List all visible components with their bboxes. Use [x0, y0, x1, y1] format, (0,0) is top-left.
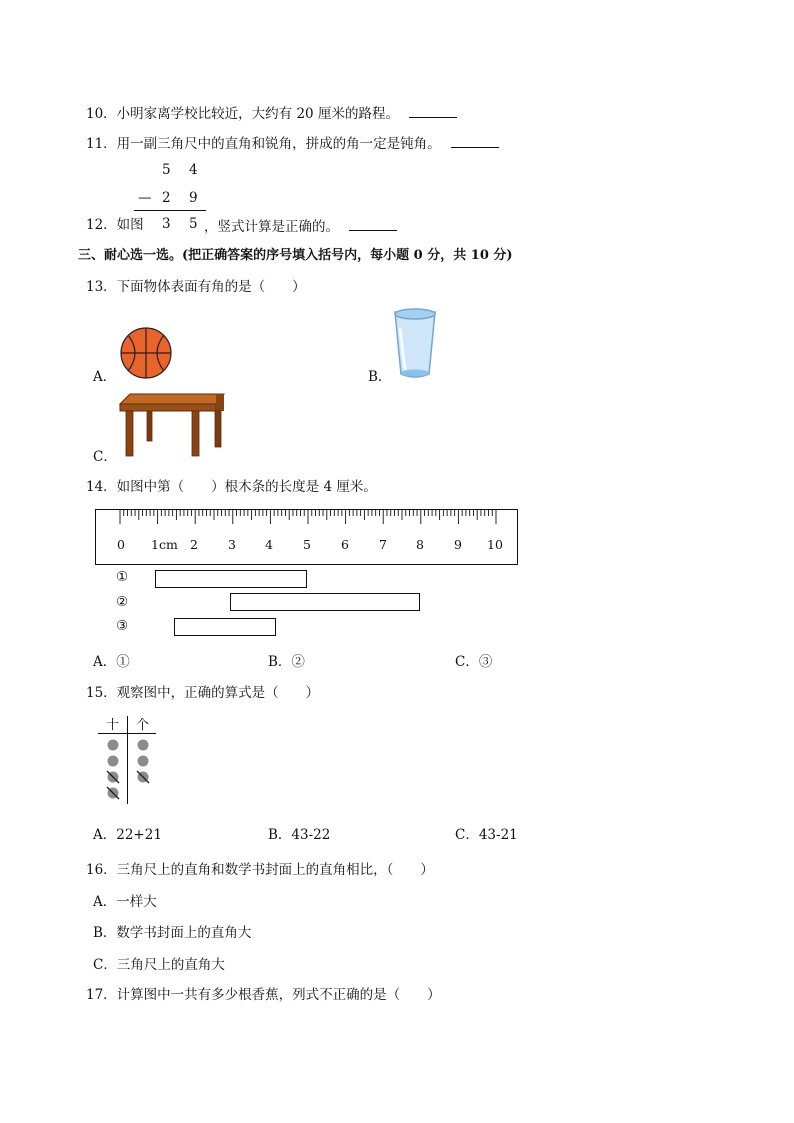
wood-bar-2: [230, 593, 420, 611]
answer-blank-12[interactable]: [349, 216, 397, 231]
option-14-b[interactable]: B．②: [268, 654, 305, 670]
option-14-c[interactable]: C．③: [455, 654, 493, 670]
bar-1-mark: ①: [116, 569, 129, 585]
minuend-tens: 5: [162, 162, 171, 178]
ruler-ticks: [95, 509, 519, 539]
ruler-label-1: 1cm: [151, 537, 178, 552]
tens-bead: [108, 756, 119, 767]
option-13-c-label[interactable]: C．: [93, 449, 117, 465]
question-11-text: 11．用一副三角尺中的直角和锐角，拼成的角一定是钝角。: [86, 136, 441, 152]
ones-bead: [138, 740, 149, 751]
option-15-a[interactable]: A．22+21: [93, 827, 162, 843]
option-15-b[interactable]: B．43-22: [268, 827, 331, 843]
option-13-b-label[interactable]: B．: [368, 369, 392, 385]
basketball-icon: [118, 325, 174, 381]
minuend-ones: 4: [189, 162, 198, 178]
question-10-text: 10．小明家离学校比较近，大约有 20 厘米的路程。: [86, 106, 399, 122]
question-16-stem: 16．三角尺上的直角和数学书封面上的直角相比，（ ）: [86, 862, 434, 878]
question-12-prefix: 12．如图: [86, 217, 144, 233]
tens-bead: [108, 740, 119, 751]
subtrahend-ones: 9: [189, 190, 198, 206]
question-10: [86, 103, 457, 123]
ruler-label-7: 7: [379, 537, 387, 552]
ruler-label-6: 6: [341, 537, 349, 552]
question-13-stem: 13．下面物体表面有角的是（ ）: [86, 279, 306, 295]
section-3-title: 三、耐心选一选。(把正确答案的序号填入括号内，每小题 0 分，共 10 分): [78, 248, 513, 263]
option-13-a-label[interactable]: A．: [93, 369, 117, 385]
difference-tens: 3: [162, 216, 171, 232]
subtraction-line: [134, 210, 206, 211]
glass-cup-icon: [392, 306, 438, 380]
question-12: [204, 216, 397, 236]
wood-bar-1: [155, 570, 307, 588]
bead-counters: [98, 736, 158, 806]
ruler-label-10: 10: [487, 537, 503, 552]
ones-label: 个: [136, 718, 150, 733]
ruler-label-2: 2: [190, 537, 198, 552]
option-14-a[interactable]: A．①: [93, 654, 130, 670]
ones-bead: [138, 756, 149, 767]
ruler-label-9: 9: [454, 537, 462, 552]
question-15-stem: 15．观察图中，正确的算式是（ ）: [86, 685, 320, 701]
difference-ones: 5: [189, 216, 198, 232]
question-17-stem: 17．计算图中一共有多少根香蕉，列式不正确的是（ ）: [86, 987, 441, 1003]
ruler-label-8: 8: [416, 537, 424, 552]
tens-label: 十: [106, 718, 120, 733]
ruler-label-5: 5: [303, 537, 311, 552]
ruler-label-3: 3: [228, 537, 236, 552]
option-16-a[interactable]: A．一样大: [93, 894, 157, 910]
subtrahend-tens: 2: [162, 190, 171, 206]
answer-blank-11[interactable]: [451, 133, 499, 148]
answer-blank-10[interactable]: [409, 103, 457, 118]
minus-sign: —: [138, 190, 152, 206]
question-11: [86, 133, 499, 153]
question-14-stem: 14．如图中第（ ）根木条的长度是 4 厘米。: [86, 479, 377, 495]
ruler-label-4: 4: [265, 537, 273, 552]
ruler-label-0: 0: [117, 537, 125, 552]
table-icon: [116, 390, 228, 460]
bar-3-mark: ③: [116, 618, 129, 634]
option-15-c[interactable]: C．43-21: [455, 827, 518, 843]
option-16-b[interactable]: B．数学书封面上的直角大: [93, 925, 252, 941]
wood-bar-3: [174, 618, 276, 636]
question-12-text: ，竖式计算是正确的。: [204, 219, 339, 235]
option-16-c[interactable]: C．三角尺上的直角大: [93, 957, 225, 973]
bar-2-mark: ②: [116, 594, 129, 610]
